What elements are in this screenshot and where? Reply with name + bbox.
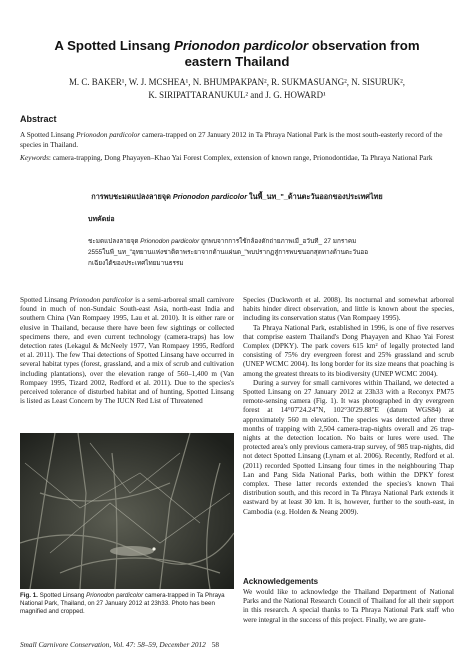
title-text-end: observation from	[308, 38, 420, 53]
authors-line-2: K. SIRIPATTARANUKUL² and J. G. HOWARD¹	[148, 89, 326, 100]
thai-line-1	[88, 236, 388, 247]
thai-line-2: 2555ในพื_นท_"อุทยานแห่งชาติตาพระยาจากด้านแผ่นด_"พบปรากฏสู่การพบชนอกสุดทางด้านตะวันออ	[88, 249, 369, 257]
acknowledgements-text: We would like to acknowledge the Thailand Department of National Parks and the National Research Council of Thailand for all their support in this research. A special thanks to Ta Phraya National Park staff who were integral in the success of this project. Finally, we are grate-	[243, 588, 454, 624]
title-species: Prionodon pardicolor	[174, 38, 309, 53]
title-text: A Spotted Linsang	[54, 38, 175, 53]
thai-title-end: ในพื้_นท_"_ด้านตะวันออกของประเทศไทย	[247, 192, 383, 201]
species-paragraph: Species (Duckworth et al. 2008). Its nocturnal and somewhat arboreal habits hinder direct observation, and little is known about the species, including its conservation status (Van Rompaey 1995).	[243, 296, 454, 323]
thai-title	[20, 192, 454, 203]
thai-title-species: Prionodon pardicolor	[172, 192, 248, 201]
abstract-text	[20, 130, 454, 149]
thai-line-1-species: Prionodon pardicolor	[140, 238, 200, 245]
author-list	[20, 76, 454, 101]
thai-abstract	[88, 236, 388, 270]
abstract-heading: Abstract	[20, 114, 57, 124]
page-number: 58	[211, 640, 220, 649]
thai-abstract-heading: บทคัดย่อ	[88, 216, 115, 223]
journal-citation: Small Carnivore Conservation, Vol. 47: 58–59, December 2012	[20, 640, 206, 649]
keywords-text: : camera-trapping, Dong Phayayen–Khao Yai Forest Complex, extension of known range, Prionodontidae, Ta Phraya National Park	[48, 153, 433, 162]
page-footer	[20, 640, 320, 649]
intro-rest: is a semi-arboreal small carnivore found in much of non-Sundaic South-east Asia, north-east India and southern China (Van Rompaey 1995, Lau et al. 2010). It is either rare or elusive in Thailand, because there have been few sightings or collected specimens there, and even current technology (camera-traps) has low detection rates (Lekagul & McNeely 1977, Van Rompaey 1995, Redford et al. 2011). The few Thai detections of Spotted Linsang have occurred in several habitat types (forest, grassland, and a mix of scrub and cultivation including plantations), over the elevation range of 560–1,400 m (Van Rompaey 1995, Tizard 2002, Redford et al. 2011). Due to the species's perceived tolerance of disturbed habitat and of hunting, Spotted Linsang is listed as Least Concern by The IUCN Red List of Threatened	[20, 296, 235, 406]
caption-label: Fig. 1.	[20, 592, 38, 599]
survey-paragraph: During a survey for small carnivores within Thailand, we detected a Spotted Linsang on 27 January 2012 at 23h33 with a Reconyx PM75 remote-sensing camera (Fig. 1). It was photographed in dry evergreen forest at 14°07'24.24"N, 102°30'29.88"E (datum WGS84) at approximately 560 m elevation. The species was detected after three months of trapping with 2,504 camera-trap-nights overall and 26 trap-nights at the detection location. No baits or lures were used. The protected area's only previous camera-trap survey, of 985 trap-nights, did not detect Spotted Linsang (Lynam et al. 2006). Recently, Redford et al. (2011) recorded Spotted Linsang four times in the neighbouring Thap Lan and Pang Sida National Parks, both within the DPKY forest complex. These latter records extended the species's known Thai distribution south, and this record in Ta Phraya National Park extends it eastward by at least 30 km. It is, however, further to the south-east, in Cambodia (e.g. Holden & Neang 2009).	[243, 378, 454, 516]
caption-species: Prionodon pardicolor	[86, 592, 144, 599]
thai-line-3: กเฉียงใต้ของประเทศไทยมานธรรม	[88, 260, 184, 268]
keywords	[20, 153, 454, 163]
acknowledgements-heading: Acknowledgements	[243, 577, 319, 586]
thai-title-start: การพบชะมดแปลงลายจุด	[91, 192, 173, 201]
abstract-text-start: A Spotted Linsang	[20, 130, 77, 139]
keywords-label: Keywords	[20, 153, 49, 162]
left-column	[20, 296, 234, 406]
title-line-2: eastern Thailand	[184, 54, 290, 69]
camera-trap-photo	[20, 433, 234, 589]
authors-line-1: M. C. BAKER¹, W. J. MCSHEA¹, N. BHUMPAKPAN², R. SUKMASUANG², N. SISURUK²,	[69, 77, 405, 87]
intro-paragraph	[20, 296, 234, 406]
caption-start: Spotted Linsang	[37, 592, 87, 599]
intro-species: Prionodon pardicolor	[69, 296, 133, 304]
linsang-shape	[110, 546, 154, 556]
abstract-species: Prionodon pardicolor	[76, 130, 141, 139]
night-forest-image	[20, 433, 234, 589]
thai-line-1-end: ถูกพบจากการใช้กล้องดักถ่ายภาพเมื_อวันที_ 27 มกราคม	[199, 238, 357, 245]
intro-start: Spotted Linsang	[20, 296, 70, 304]
caption-end: camera-trapped in Ta Phraya National Park, Thailand, on 27 January 2012 at 23h33. Photo has been magnified and cropped.	[20, 592, 225, 616]
right-column	[243, 296, 454, 517]
park-paragraph: Ta Phraya National Park, established in 1996, is one of five reserves that comprise eastern Thailand's Dong Phayayen and Khao Yai Forest Complex (DPKY). The park covers 615 km² of legally protected land consisting of 75% dry evergreen forest and 25% grassland and scrub (UNEP WCMC 2004). Its long border for its size means that poaching is among the greatest threats to its biodiversity (UNEP WCMC 2004).	[243, 323, 454, 378]
article-title	[20, 38, 454, 70]
thai-line-1-start: ชะมดแปลงลายจุด	[88, 238, 141, 245]
figure-caption	[20, 592, 234, 617]
abstract-text-end: camera-trapped on 27 January 2012 in Ta Phraya National Park is the most south-easterly record of the species in Thailand.	[20, 130, 443, 149]
